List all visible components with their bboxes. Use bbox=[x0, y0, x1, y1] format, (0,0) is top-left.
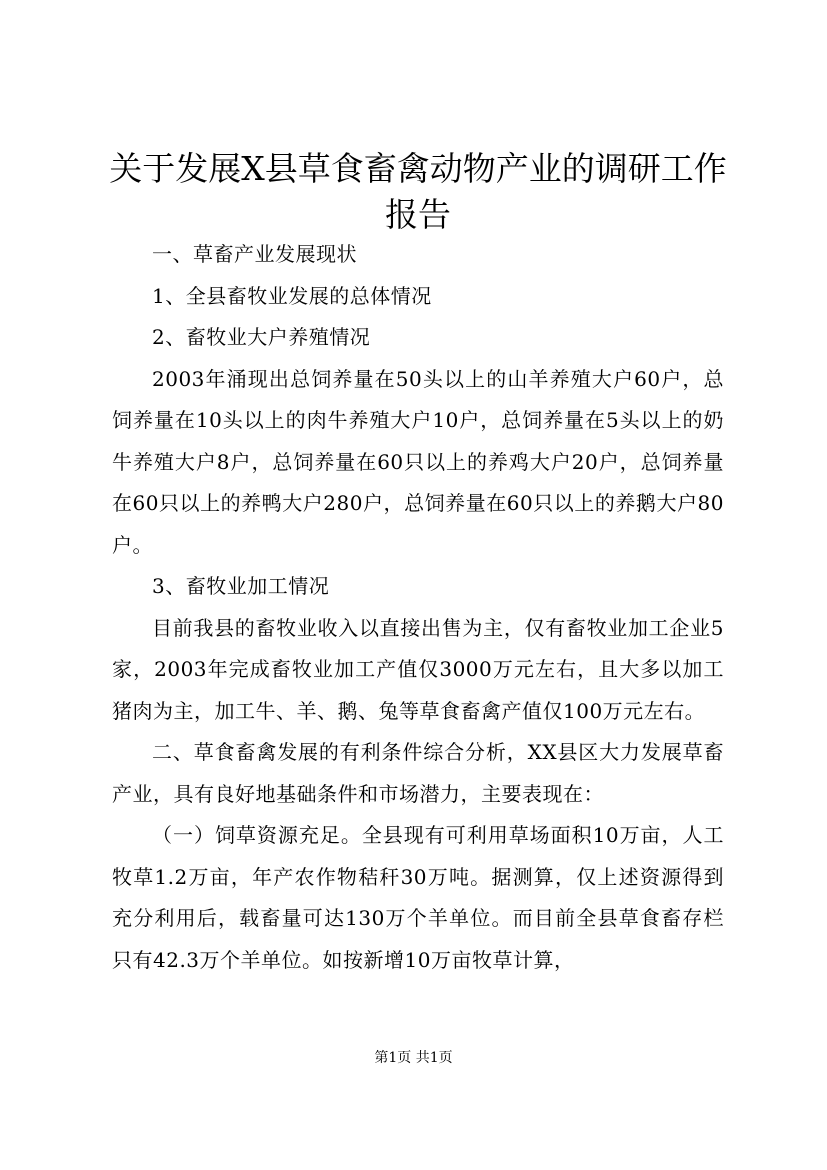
body-paragraph: 2003年涌现出总饲养量在50头以上的山羊养殖大户60户，总饲养量在10头以上的肉牛养殖大户10户，总饲养量在5头以上的奶牛养殖大户8户，总饲养量在60只以上的养鸡大户20户，总饲养量在60只以上的养鸭大户280户，总饲养量在60只以上的养鹅大户80户。 bbox=[112, 366, 724, 557]
body-paragraph: （一）饲草资源充足。全县现有可利用草场面积10万亩，人工牧草1.2万亩，年产农作物秸秆30万吨。据测算，仅上述资源得到充分利用后，载畜量可达130万个羊单位。而目前全县草食畜存栏只有42.3万个羊单位。如按新增10万亩牧草计算， bbox=[112, 823, 724, 972]
page-footer: 第1页 共1页 bbox=[374, 1050, 453, 1066]
document-body bbox=[112, 234, 724, 981]
subsection-heading: 2、畜牧业大户养殖情况 bbox=[152, 325, 371, 349]
body-paragraph: 目前我县的畜牧业收入以直接出售为主，仅有畜牧业加工企业5家，2003年完成畜牧业加工产值仅3000万元左右，且大多以加工猪肉为主，加工牛、羊、鹅、兔等草食畜禽产值仅100万元左右。 bbox=[112, 615, 724, 723]
subsection-heading: 1、全县畜牧业发展的总体情况 bbox=[152, 283, 432, 308]
section-heading: 二、草食畜禽发展的有利条件综合分析，XX县区大力发展草畜产业，具有良好地基础条件和市场潜力，主要表现在： bbox=[112, 740, 724, 806]
document-title: 关于发展X县草食畜禽动物产业的调研工作报告 bbox=[109, 149, 727, 234]
section-heading: 一、草畜产业发展现状 bbox=[152, 242, 357, 266]
subsection-heading: 3、畜牧业加工情况 bbox=[152, 574, 330, 598]
